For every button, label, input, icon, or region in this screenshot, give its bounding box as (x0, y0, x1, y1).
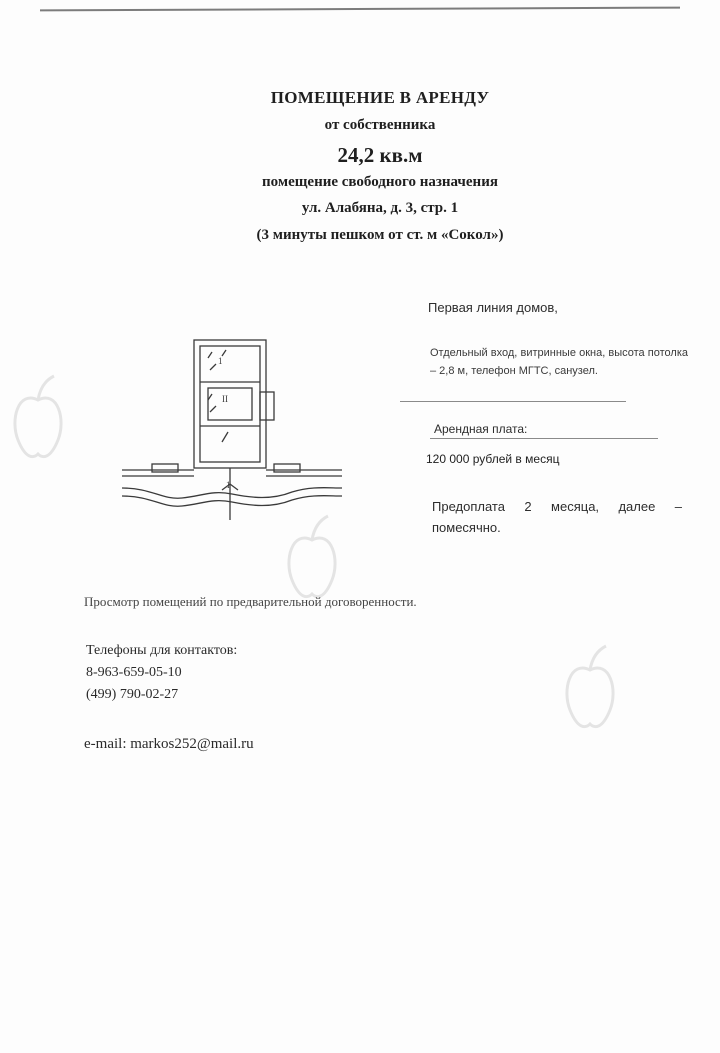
floor-plan-diagram (122, 330, 342, 530)
plan-entrance-label: 1 (226, 480, 231, 490)
apple-watermark-icon (8, 370, 68, 470)
email-contact: e-mail: markos252@mail.ru (84, 736, 254, 752)
plan-room-label-2: II (222, 394, 228, 404)
features-text: Отдельный вход, витринные окна, высота потолка – 2,8 м, телефон МГТС, санузел. (430, 347, 688, 377)
first-line-text: Первая линия домов, (428, 300, 558, 315)
plan-room-label-1: 1 (218, 356, 223, 366)
rent-price: 120 000 рублей в месяц (426, 452, 560, 466)
rent-underline (430, 438, 658, 439)
scan-edge-line (40, 7, 680, 12)
contacts-label: Телефоны для контактов: (86, 643, 238, 658)
metro-text: (3 минуты пешком от ст. м «Сокол») (256, 227, 504, 243)
address-text: ул. Алабяна, д. 3, стр. 1 (301, 200, 459, 216)
viewing-note: Просмотр помещений по предварительной договоренности. (84, 594, 417, 609)
owner-subtitle: от собственника (324, 117, 436, 133)
purpose-text: помещение свободного назначения (262, 174, 498, 190)
rent-label: Арендная плата: (434, 422, 528, 436)
area-value: 24,2 кв.м (337, 143, 423, 167)
phone-1: 8-963-659-05-10 (86, 665, 182, 680)
features-underline (400, 401, 626, 402)
prepayment-text: Предоплата 2 месяца, далее – помесячно. (432, 499, 682, 535)
contacts-block (86, 640, 237, 706)
apple-watermark-icon-3 (560, 640, 620, 740)
page-title: ПОМЕЩЕНИЕ В АРЕНДУ (270, 88, 490, 107)
phone-2: (499) 790-02-27 (86, 687, 179, 702)
